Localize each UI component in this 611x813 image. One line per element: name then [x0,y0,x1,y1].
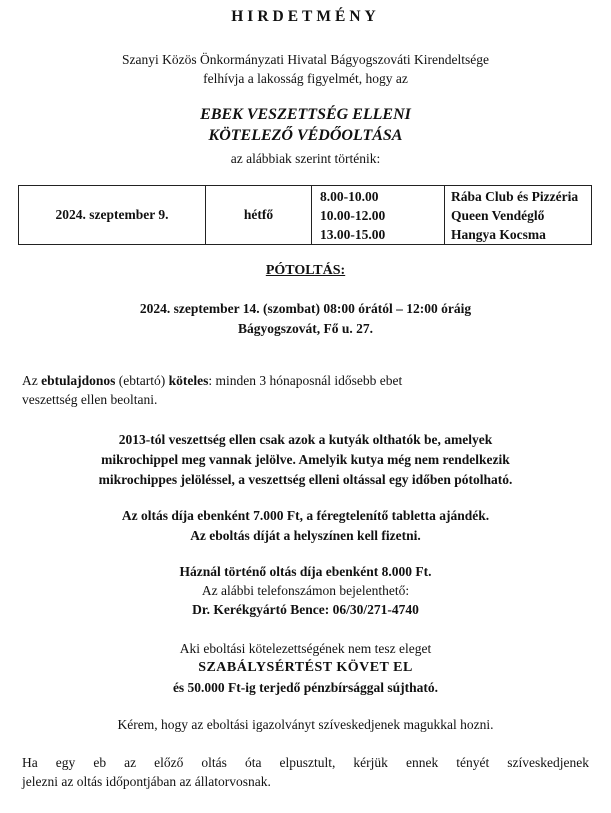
fee-line-1: Az oltás díja ebenként 7.000 Ft, a féregtelenítő tabletta ajándék. [121,508,490,523]
home-visit-fee: Háznál történő oltás díja ebenként 8.000 Ft. [179,564,432,579]
heading-line-1: EBEK VESZETTSÉG ELLENI [200,106,411,123]
schedule-table [18,185,592,245]
table-row [19,186,592,245]
heading-line-2: KÖTELEZŐ VÉDŐOLTÁSA [208,127,403,144]
schedule-time: 8.00-10.00 [320,188,379,204]
fine-line-2: SZABÁLYSÉRTÉST KÖVET EL [198,660,413,675]
schedule-place: Rába Club és Pizzéria [451,188,579,204]
home-visit-note: Az alábbi telefonszámon bejelenthető: [201,583,410,598]
schedule-time: 10.00-12.00 [320,207,386,223]
schedule-day: hétfő [206,186,312,245]
deceased-line-2: jelezni az oltás időpontjában az állatorvosnak. [22,774,271,789]
schedule-times [312,186,445,245]
owner-line-1: Az ebtulajdonos (ebtartó) köteles: minden 3 hónaposnál idősebb ebet [22,373,403,388]
fine-line-1: Aki eboltási kötelezettségének nem tesz eleget [179,641,432,656]
intro-line-1: Szanyi Közös Önkormányzati Hivatal Bágyogszováti Kirendeltsége [121,52,490,67]
vet-contact: Dr. Kerékgyártó Bence: 06/30/271-4740 [192,602,419,617]
deceased-line-1: Ha egy eb az előző oltás óta elpusztult, kérjük ennek tényét szíveskedjenek [22,755,589,770]
schedule-date: 2024. szeptember 9. [19,186,206,245]
schedule-place: Hangya Kocsma [451,226,546,242]
makeup-datetime: 2024. szeptember 14. (szombat) 08:00 órától – 12:00 óráig [139,301,472,316]
schedule-place: Queen Vendéglő [451,207,545,223]
certificate-request: Kérem, hogy az eboltási igazolványt szíveskedjenek magukkal hozni. [117,717,494,732]
fee-line-2: Az eboltás díját a helyszínen kell fizetni. [190,528,421,543]
notice-title: HIRDETMÉNY [231,8,380,25]
makeup-label: PÓTOLTÁS: [265,263,346,278]
makeup-location: Bágyogszovát, Fő u. 27. [238,321,373,336]
owner-line-2: veszettség ellen beoltani. [22,392,158,407]
schedule-places [445,186,592,245]
schedule-time: 13.00-15.00 [320,226,386,242]
fine-line-3: és 50.000 Ft-ig terjedő pénzbírsággal sújtható. [172,680,439,695]
chip-line-3: mikrochippes jelöléssel, a veszettség elleni oltással egy időben pótolható. [98,472,513,487]
subheading: az alábbiak szerint történik: [230,151,381,166]
chip-line-2: mikrochippel meg vannak jelölve. Amelyik kutya még nem rendelkezik [101,452,510,467]
intro-line-2: felhívja a lakosság figyelmét, hogy az [203,71,408,86]
chip-line-1: 2013-tól veszettség ellen csak azok a kutyák olthatók be, amelyek [118,432,493,447]
